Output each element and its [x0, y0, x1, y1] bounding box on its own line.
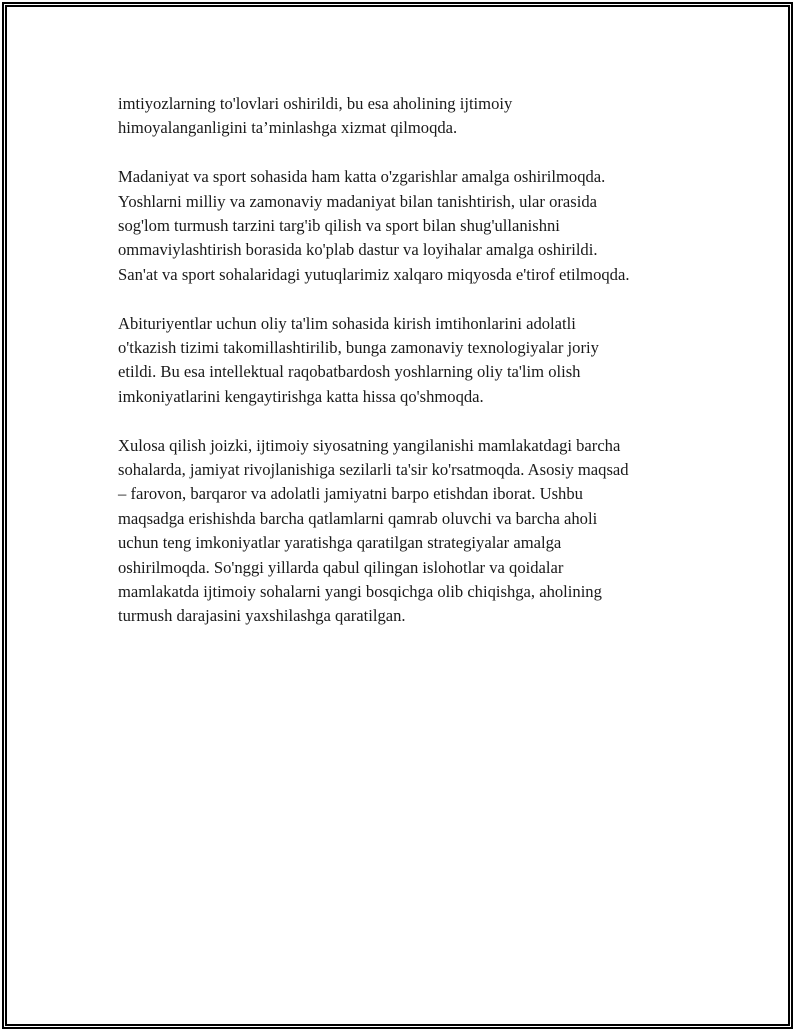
- text-line: ommaviylashtirish borasida ko'plab dastur va loyihalar amalga oshirildi.: [118, 240, 598, 260]
- text-line: etildi. Bu esa intellektual raqobatbardosh yoshlarning oliy ta'lim olish: [118, 362, 581, 382]
- text-line: sog'lom turmush tarzini targ'ib qilish va sport bilan shug'ullanishni: [118, 216, 560, 236]
- text-line: Yoshlarni milliy va zamonaviy madaniyat bilan tanishtirish, ular orasida: [118, 191, 597, 211]
- text-line: uchun teng imkoniyatlar yaratishga qaratilgan strategiyalar amalga: [118, 533, 562, 553]
- text-line: – farovon, barqaror va adolatli jamiyatni barpo etishdan iborat. Ushbu: [118, 484, 583, 504]
- text-line: Xulosa qilish joizki, ijtimoiy siyosatning yangilanishi mamlakatdagi barcha: [118, 435, 621, 455]
- text-line: San'at va sport sohalaridagi yutuqlarimiz xalqaro miqyosda e'tirof etilmoqda.: [118, 264, 630, 284]
- paragraph-4: [118, 434, 718, 629]
- paragraph-1: [118, 92, 718, 141]
- text-line: imkoniyatlarini kengaytirishga katta hissa qo'shmoqda.: [118, 386, 484, 406]
- text-line: oshirilmoqda. So'nggi yillarda qabul qilingan islohotlar va qoidalar: [118, 557, 564, 577]
- text-line: Abituriyentlar uchun oliy ta'lim sohasida kirish imtihonlarini adolatli: [118, 313, 576, 333]
- text-line: mamlakatda ijtimoiy sohalarni yangi bosqichga olib chiqishga, aholining: [118, 582, 602, 602]
- text-line: o'tkazish tizimi takomillashtirilib, bunga zamonaviy texnologiyalar joriy: [118, 338, 599, 358]
- document-body: [118, 92, 718, 653]
- text-line: maqsadga erishishda barcha qatlamlarni qamrab oluvchi va barcha aholi: [118, 508, 598, 528]
- paragraph-3: [118, 312, 718, 410]
- text-line: Madaniyat va sport sohasida ham katta o'zgarishlar amalga oshirilmoqda.: [118, 167, 606, 187]
- text-line: himoyalanganligini ta’minlashga xizmat qilmoqda.: [118, 118, 458, 138]
- text-line: sohalarda, jamiyat rivojlanishiga sezilarli ta'sir ko'rsatmoqda. Asosiy maqsad: [118, 460, 629, 480]
- paragraph-2: [118, 165, 718, 287]
- text-line: imtiyozlarning to'lovlari oshirildi, bu esa aholining ijtimoiy: [118, 94, 513, 113]
- text-line: turmush darajasini yaxshilashga qaratilgan.: [118, 606, 406, 626]
